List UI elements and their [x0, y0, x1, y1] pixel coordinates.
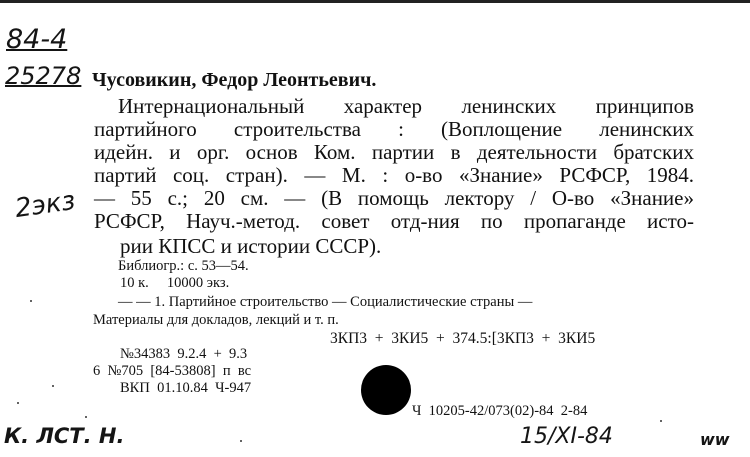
- handwritten-date: 15/XI-84: [520, 424, 613, 449]
- handwritten-bottom-left-note: К. ЛСТ. Н.: [4, 424, 125, 448]
- price-and-print-run: 10 к. 10000 экз.: [120, 275, 230, 291]
- paper-speckle: [240, 440, 242, 442]
- subject-heading-line1: — — 1. Партийное строительство — Социалистические страны —: [118, 294, 533, 310]
- body-line: РСФСР, Науч.-метод. совет отд-ния по пропаганде исто-: [94, 209, 694, 233]
- body-line: Интернациональный характер ленинских принципов: [118, 94, 694, 118]
- handwritten-corner-mark: ww: [700, 430, 730, 449]
- author-heading: Чусовикин, Федор Леонтьевич.: [92, 69, 377, 91]
- body-line: партийного строительства : (Воплощение ленинских: [94, 117, 694, 141]
- call-number: 25278: [5, 62, 82, 90]
- paper-speckle: [52, 385, 54, 387]
- body-line: идейн. и орг. основ Ком. партии в деятельности братских: [94, 140, 694, 164]
- classification-index: 3КП3 + 3КИ5 + 374.5:[3КП3 + 3КИ5: [330, 330, 596, 347]
- paper-speckle: [30, 300, 32, 302]
- subject-heading-line2: Материалы для докладов, лекций и т. п.: [93, 312, 339, 328]
- card-punch-hole: [361, 365, 411, 415]
- paper-speckle: [660, 420, 662, 422]
- order-line: 6 №705 [84-53808] п вс: [93, 363, 252, 379]
- body-last-line: рии КПСС и истории СССР).: [120, 234, 382, 258]
- card-top-edge: [0, 0, 750, 3]
- body-line: — 55 с.; 20 см. — (В помощь лектору / О-во «Знание»: [94, 186, 694, 210]
- handwritten-margin-note: 2экз: [13, 185, 78, 225]
- body-line: партий соц. стран). — М. : о-во «Знание» РСФСР, 1984.: [94, 163, 694, 187]
- vkp-line: ВКП 01.10.84 Ч-947: [120, 380, 252, 396]
- shelf-mark: 84-4: [6, 24, 68, 55]
- bibliography-note: Библиогр.: с. 53—54.: [118, 258, 249, 274]
- paper-speckle: [85, 416, 87, 418]
- printer-code: Ч 10205-42/073(02)-84 2-84: [412, 403, 588, 419]
- record-number: №34383 9.2.4 + 9.3: [120, 346, 248, 362]
- paper-speckle: [17, 402, 19, 404]
